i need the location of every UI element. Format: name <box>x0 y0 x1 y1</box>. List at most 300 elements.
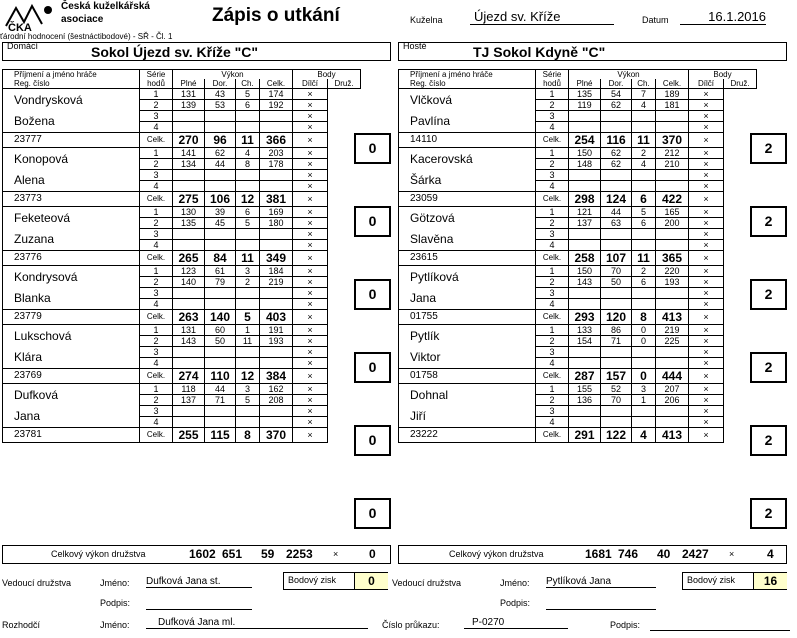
home-team-name: Sokol Újezd sv. Kříže "C" <box>91 44 259 60</box>
round-cell <box>656 406 689 417</box>
round-cell: 192 <box>260 100 293 111</box>
player-surname: Dufková <box>3 384 140 406</box>
total-cell: 258 <box>569 251 601 266</box>
subtitle: ťárodní hodnocení (šestnáctibodové) - SŘ - Čl. 1 <box>0 32 173 41</box>
round-cell: 184 <box>260 266 293 277</box>
round-cell: × <box>293 266 328 277</box>
total-dilci: × <box>293 251 328 266</box>
round-cell <box>205 347 236 358</box>
total-cell: 287 <box>569 369 601 384</box>
total-row <box>399 192 757 207</box>
round-cell <box>173 229 205 240</box>
home-jmeno-label: Jméno: <box>100 578 130 588</box>
player-surname: Kondrysová <box>3 266 140 288</box>
total-dilci: × <box>293 310 328 325</box>
round-cell: 86 <box>601 325 632 336</box>
round-cell: × <box>689 266 724 277</box>
home-sum-x: × <box>333 549 339 559</box>
col-header-dor: Dor. <box>205 79 236 89</box>
total-row <box>399 428 757 443</box>
round-cell: × <box>293 395 328 406</box>
round-cell: × <box>689 277 724 288</box>
round-cell: × <box>293 288 328 299</box>
round-cell: 2 <box>236 277 260 288</box>
round-cell <box>632 170 656 181</box>
round-cell: × <box>293 299 328 310</box>
round-cell: 71 <box>205 395 236 406</box>
round-cell: 193 <box>260 336 293 347</box>
round-cell: 6 <box>632 277 656 288</box>
round-row <box>3 89 361 100</box>
round-cell <box>260 170 293 181</box>
round-cell <box>260 240 293 251</box>
round-cell: 79 <box>205 277 236 288</box>
round-cell: 4 <box>236 148 260 159</box>
player-firstname: Božena <box>3 111 140 133</box>
round-cell <box>601 111 632 122</box>
round-cell: 203 <box>260 148 293 159</box>
round-cell <box>569 111 601 122</box>
round-cell: 3 <box>536 288 569 299</box>
round-row <box>3 325 361 336</box>
player-surname: Vondrysková <box>3 89 140 111</box>
kuzelna-label: Kuželna <box>410 15 443 25</box>
home-summary-label: Celkový výkon družstva <box>51 549 146 559</box>
total-dilci: × <box>689 192 724 207</box>
round-cell: 143 <box>173 336 205 347</box>
total-cell: 96 <box>205 133 236 148</box>
total-row <box>3 310 361 325</box>
round-cell <box>205 170 236 181</box>
round-cell: 5 <box>236 395 260 406</box>
total-row <box>3 133 361 148</box>
home-vedouci-label: Vedoucí družstva <box>2 578 72 588</box>
round-cell <box>601 417 632 428</box>
round-cell: × <box>293 384 328 395</box>
round-cell: 180 <box>260 218 293 229</box>
round-cell: 1 <box>140 207 173 218</box>
total-cell: 8 <box>632 310 656 325</box>
player-reg-number: 01755 <box>399 310 536 325</box>
round-cell <box>236 229 260 240</box>
round-cell <box>656 229 689 240</box>
player-points-box: 2 <box>750 206 787 237</box>
round-cell: 135 <box>173 218 205 229</box>
round-cell <box>205 181 236 192</box>
total-cell: 263 <box>173 310 205 325</box>
round-cell <box>236 122 260 133</box>
player-surname: Pytlík <box>399 325 536 347</box>
round-cell: 4 <box>536 122 569 133</box>
total-label: Celk. <box>140 251 173 266</box>
total-cell: 370 <box>260 428 293 443</box>
round-cell <box>260 288 293 299</box>
round-cell: × <box>689 159 724 170</box>
round-row <box>399 288 757 299</box>
total-row <box>3 251 361 266</box>
round-row <box>3 406 361 417</box>
total-cell: 11 <box>236 251 260 266</box>
round-cell: 50 <box>205 336 236 347</box>
rozhodci-podpis-label: Podpis: <box>610 620 641 630</box>
page-title: Zápis o utkání <box>212 5 340 26</box>
round-cell: × <box>293 122 328 133</box>
player-surname: Götzová <box>399 207 536 229</box>
round-cell <box>656 170 689 181</box>
rozhodci-podpis-line <box>650 629 790 631</box>
round-cell: 212 <box>656 148 689 159</box>
round-cell: 3 <box>536 111 569 122</box>
round-cell <box>601 181 632 192</box>
org-name-line1: Česká kuželkářská <box>61 1 150 12</box>
round-cell: × <box>293 181 328 192</box>
round-cell <box>569 288 601 299</box>
away-team-header <box>398 42 787 61</box>
round-cell: 140 <box>173 277 205 288</box>
col-header-body: Body <box>689 70 757 80</box>
player-points-box: 2 <box>750 279 787 310</box>
total-cell: 265 <box>173 251 205 266</box>
round-cell <box>601 299 632 310</box>
round-cell: 5 <box>236 218 260 229</box>
round-cell: 189 <box>656 89 689 100</box>
col-header-ch: Ch. <box>236 79 260 89</box>
datum-label: Datum <box>642 15 669 25</box>
round-cell: 178 <box>260 159 293 170</box>
round-cell: 191 <box>260 325 293 336</box>
total-dilci: × <box>293 192 328 207</box>
round-cell: 50 <box>601 277 632 288</box>
round-row <box>3 347 361 358</box>
round-cell <box>260 406 293 417</box>
round-cell: × <box>689 358 724 369</box>
round-cell: × <box>689 384 724 395</box>
round-cell: 210 <box>656 159 689 170</box>
round-cell <box>260 358 293 369</box>
col-header-vykon: Výkon <box>569 70 689 80</box>
round-cell: × <box>689 218 724 229</box>
round-cell: 2 <box>140 277 173 288</box>
round-cell: 220 <box>656 266 689 277</box>
round-cell <box>173 347 205 358</box>
round-cell: 2 <box>536 395 569 406</box>
round-cell: 1 <box>536 325 569 336</box>
total-cell: 116 <box>601 133 632 148</box>
round-cell: 62 <box>205 148 236 159</box>
round-cell: 5 <box>236 89 260 100</box>
total-cell: 365 <box>656 251 689 266</box>
round-cell: 4 <box>536 240 569 251</box>
round-cell: 1 <box>536 207 569 218</box>
home-zisk-value: 0 <box>354 573 388 589</box>
round-cell <box>260 181 293 192</box>
rozhodci-jmeno-value: Dufková Jana ml. <box>146 617 368 629</box>
round-cell <box>632 240 656 251</box>
prukaz-value: P-0270 <box>464 617 568 629</box>
total-dilci: × <box>293 428 328 443</box>
col-header-plne: Plné <box>173 79 205 89</box>
total-dilci: × <box>689 369 724 384</box>
round-cell: 193 <box>656 277 689 288</box>
player-points-box: 2 <box>750 498 787 529</box>
home-summary-row <box>2 545 391 564</box>
total-cell: 107 <box>601 251 632 266</box>
round-cell: × <box>689 417 724 428</box>
round-cell <box>205 417 236 428</box>
round-cell <box>236 240 260 251</box>
total-label: Celk. <box>536 192 569 207</box>
round-cell: 3 <box>140 288 173 299</box>
col-header-dor: Dor. <box>601 79 632 89</box>
total-cell: 384 <box>260 369 293 384</box>
round-cell: 4 <box>140 240 173 251</box>
round-row <box>3 288 361 299</box>
round-row <box>399 170 757 181</box>
total-row <box>3 192 361 207</box>
round-cell <box>236 170 260 181</box>
round-cell: 207 <box>656 384 689 395</box>
round-cell: × <box>293 347 328 358</box>
round-cell <box>205 229 236 240</box>
round-cell: 208 <box>260 395 293 406</box>
total-cell: 124 <box>601 192 632 207</box>
total-cell: 413 <box>656 428 689 443</box>
round-cell: 219 <box>656 325 689 336</box>
total-cell: 255 <box>173 428 205 443</box>
round-cell: 6 <box>236 100 260 111</box>
total-cell: 275 <box>173 192 205 207</box>
round-cell: 53 <box>205 100 236 111</box>
round-cell: 1 <box>536 384 569 395</box>
round-cell: 2 <box>536 218 569 229</box>
round-cell: 1 <box>140 325 173 336</box>
total-label: Celk. <box>536 133 569 148</box>
total-label: Celk. <box>140 192 173 207</box>
round-cell: 4 <box>632 100 656 111</box>
col-header-dilci: Dílčí <box>689 79 724 89</box>
round-cell: 62 <box>601 159 632 170</box>
home-sum-points: 0 <box>369 547 376 561</box>
round-cell <box>632 358 656 369</box>
player-firstname: Jana <box>399 288 536 310</box>
col-header-name: Příjmení a jméno hráče <box>399 70 536 80</box>
round-cell: 0 <box>632 325 656 336</box>
away-jmeno-value: Pytlíková Jana <box>546 576 656 588</box>
away-vedouci-label: Vedoucí družstva <box>392 578 462 588</box>
round-cell: 4 <box>140 417 173 428</box>
round-cell <box>632 417 656 428</box>
round-cell <box>260 111 293 122</box>
round-row <box>3 229 361 240</box>
total-cell: 381 <box>260 192 293 207</box>
round-cell: 2 <box>140 395 173 406</box>
datum-value: 16.1.2016 <box>680 9 766 25</box>
round-cell: × <box>689 395 724 406</box>
round-cell: 1 <box>140 148 173 159</box>
away-summary-row <box>398 545 787 564</box>
round-cell: 169 <box>260 207 293 218</box>
round-row <box>399 229 757 240</box>
total-cell: 291 <box>569 428 601 443</box>
away-sum-plne: 1681 <box>585 547 612 561</box>
round-cell <box>205 358 236 369</box>
player-reg-number: 23773 <box>3 192 140 207</box>
player-surname: Vlčková <box>399 89 536 111</box>
player-surname: Kacerovská <box>399 148 536 170</box>
total-dilci: × <box>689 133 724 148</box>
round-row <box>399 266 757 277</box>
round-cell <box>569 347 601 358</box>
round-cell: 137 <box>569 218 601 229</box>
round-cell: × <box>293 336 328 347</box>
round-cell <box>632 229 656 240</box>
round-row <box>399 111 757 122</box>
col-header-druz: Druž. <box>328 79 361 89</box>
player-firstname: Klára <box>3 347 140 369</box>
player-surname: Lukschová <box>3 325 140 347</box>
home-sum-plne: 1602 <box>189 547 216 561</box>
round-cell <box>632 406 656 417</box>
round-row <box>399 347 757 358</box>
round-cell: 3 <box>140 347 173 358</box>
round-cell: 0 <box>632 336 656 347</box>
total-row <box>399 133 757 148</box>
total-cell: 254 <box>569 133 601 148</box>
round-cell: × <box>689 240 724 251</box>
round-row <box>399 325 757 336</box>
away-zisk-box <box>682 572 787 590</box>
player-surname: Feketeová <box>3 207 140 229</box>
round-cell <box>656 358 689 369</box>
round-cell <box>173 170 205 181</box>
total-cell: 84 <box>205 251 236 266</box>
round-cell <box>569 299 601 310</box>
home-zisk-label: Bodový zisk <box>288 575 337 585</box>
round-cell: 3 <box>140 406 173 417</box>
round-cell: 136 <box>569 395 601 406</box>
round-cell: 43 <box>205 89 236 100</box>
round-cell <box>656 111 689 122</box>
round-cell: 71 <box>601 336 632 347</box>
player-points-box: 2 <box>750 133 787 164</box>
total-dilci: × <box>689 428 724 443</box>
round-cell <box>656 417 689 428</box>
home-sum-celk: 2253 <box>286 547 313 561</box>
round-cell <box>236 181 260 192</box>
player-points-box: 0 <box>354 206 391 237</box>
round-cell: × <box>689 170 724 181</box>
round-cell: 1 <box>536 89 569 100</box>
round-row <box>399 406 757 417</box>
round-cell: 154 <box>569 336 601 347</box>
away-sum-celk: 2427 <box>682 547 709 561</box>
round-cell <box>173 417 205 428</box>
round-cell: 1 <box>536 148 569 159</box>
round-cell <box>601 288 632 299</box>
player-firstname: Viktor <box>399 347 536 369</box>
round-cell <box>632 299 656 310</box>
home-podpis-line <box>146 608 252 610</box>
round-cell: 3 <box>236 266 260 277</box>
away-jmeno-label: Jméno: <box>500 578 530 588</box>
round-cell: × <box>293 277 328 288</box>
round-cell: 200 <box>656 218 689 229</box>
round-cell: × <box>293 89 328 100</box>
round-cell: × <box>689 207 724 218</box>
round-cell <box>173 406 205 417</box>
player-points-box: 0 <box>354 498 391 529</box>
round-cell <box>569 417 601 428</box>
round-cell: 3 <box>536 170 569 181</box>
round-cell <box>173 111 205 122</box>
total-cell: 140 <box>205 310 236 325</box>
away-podpis-label: Podpis: <box>500 598 531 608</box>
player-surname: Pytlíková <box>399 266 536 288</box>
round-cell: 4 <box>536 417 569 428</box>
round-cell: × <box>689 336 724 347</box>
total-cell: 444 <box>656 369 689 384</box>
player-reg-number: 14110 <box>399 133 536 148</box>
round-cell: 4 <box>140 181 173 192</box>
round-cell <box>236 358 260 369</box>
total-row <box>3 369 361 384</box>
round-cell <box>656 299 689 310</box>
player-reg-number: 23769 <box>3 369 140 384</box>
player-points-box: 0 <box>354 352 391 383</box>
round-cell: 7 <box>632 89 656 100</box>
svg-text:ČKA: ČKA <box>8 22 32 32</box>
round-cell: 63 <box>601 218 632 229</box>
home-sum-dor: 651 <box>222 547 243 561</box>
round-cell <box>173 288 205 299</box>
round-cell: 45 <box>205 218 236 229</box>
round-cell <box>632 288 656 299</box>
round-row <box>3 384 361 395</box>
total-cell: 120 <box>601 310 632 325</box>
col-header-vykon: Výkon <box>173 70 293 80</box>
round-cell: 155 <box>569 384 601 395</box>
home-role-label: Domácí <box>7 41 39 51</box>
total-dilci: × <box>689 310 724 325</box>
round-cell <box>569 229 601 240</box>
round-cell: 2 <box>140 336 173 347</box>
round-cell: 121 <box>569 207 601 218</box>
total-cell: 293 <box>569 310 601 325</box>
rozhodci-label: Rozhodčí <box>2 620 41 630</box>
player-surname: Dohnal <box>399 384 536 406</box>
round-cell <box>260 347 293 358</box>
round-cell: 134 <box>173 159 205 170</box>
round-cell <box>632 181 656 192</box>
kuzelna-value: Újezd sv. Kříže <box>470 9 614 25</box>
total-cell: 4 <box>632 428 656 443</box>
round-cell: 11 <box>236 336 260 347</box>
round-cell <box>173 240 205 251</box>
round-cell: 3 <box>536 229 569 240</box>
round-cell <box>656 122 689 133</box>
org-name-line2: asociace <box>61 14 104 25</box>
home-team-header <box>2 42 391 61</box>
round-cell <box>205 240 236 251</box>
round-cell: 3 <box>536 347 569 358</box>
total-cell: 8 <box>236 428 260 443</box>
round-cell: 4 <box>140 358 173 369</box>
round-cell <box>601 122 632 133</box>
player-reg-number: 01758 <box>399 369 536 384</box>
round-cell: × <box>689 347 724 358</box>
round-cell: 165 <box>656 207 689 218</box>
round-cell: × <box>293 148 328 159</box>
